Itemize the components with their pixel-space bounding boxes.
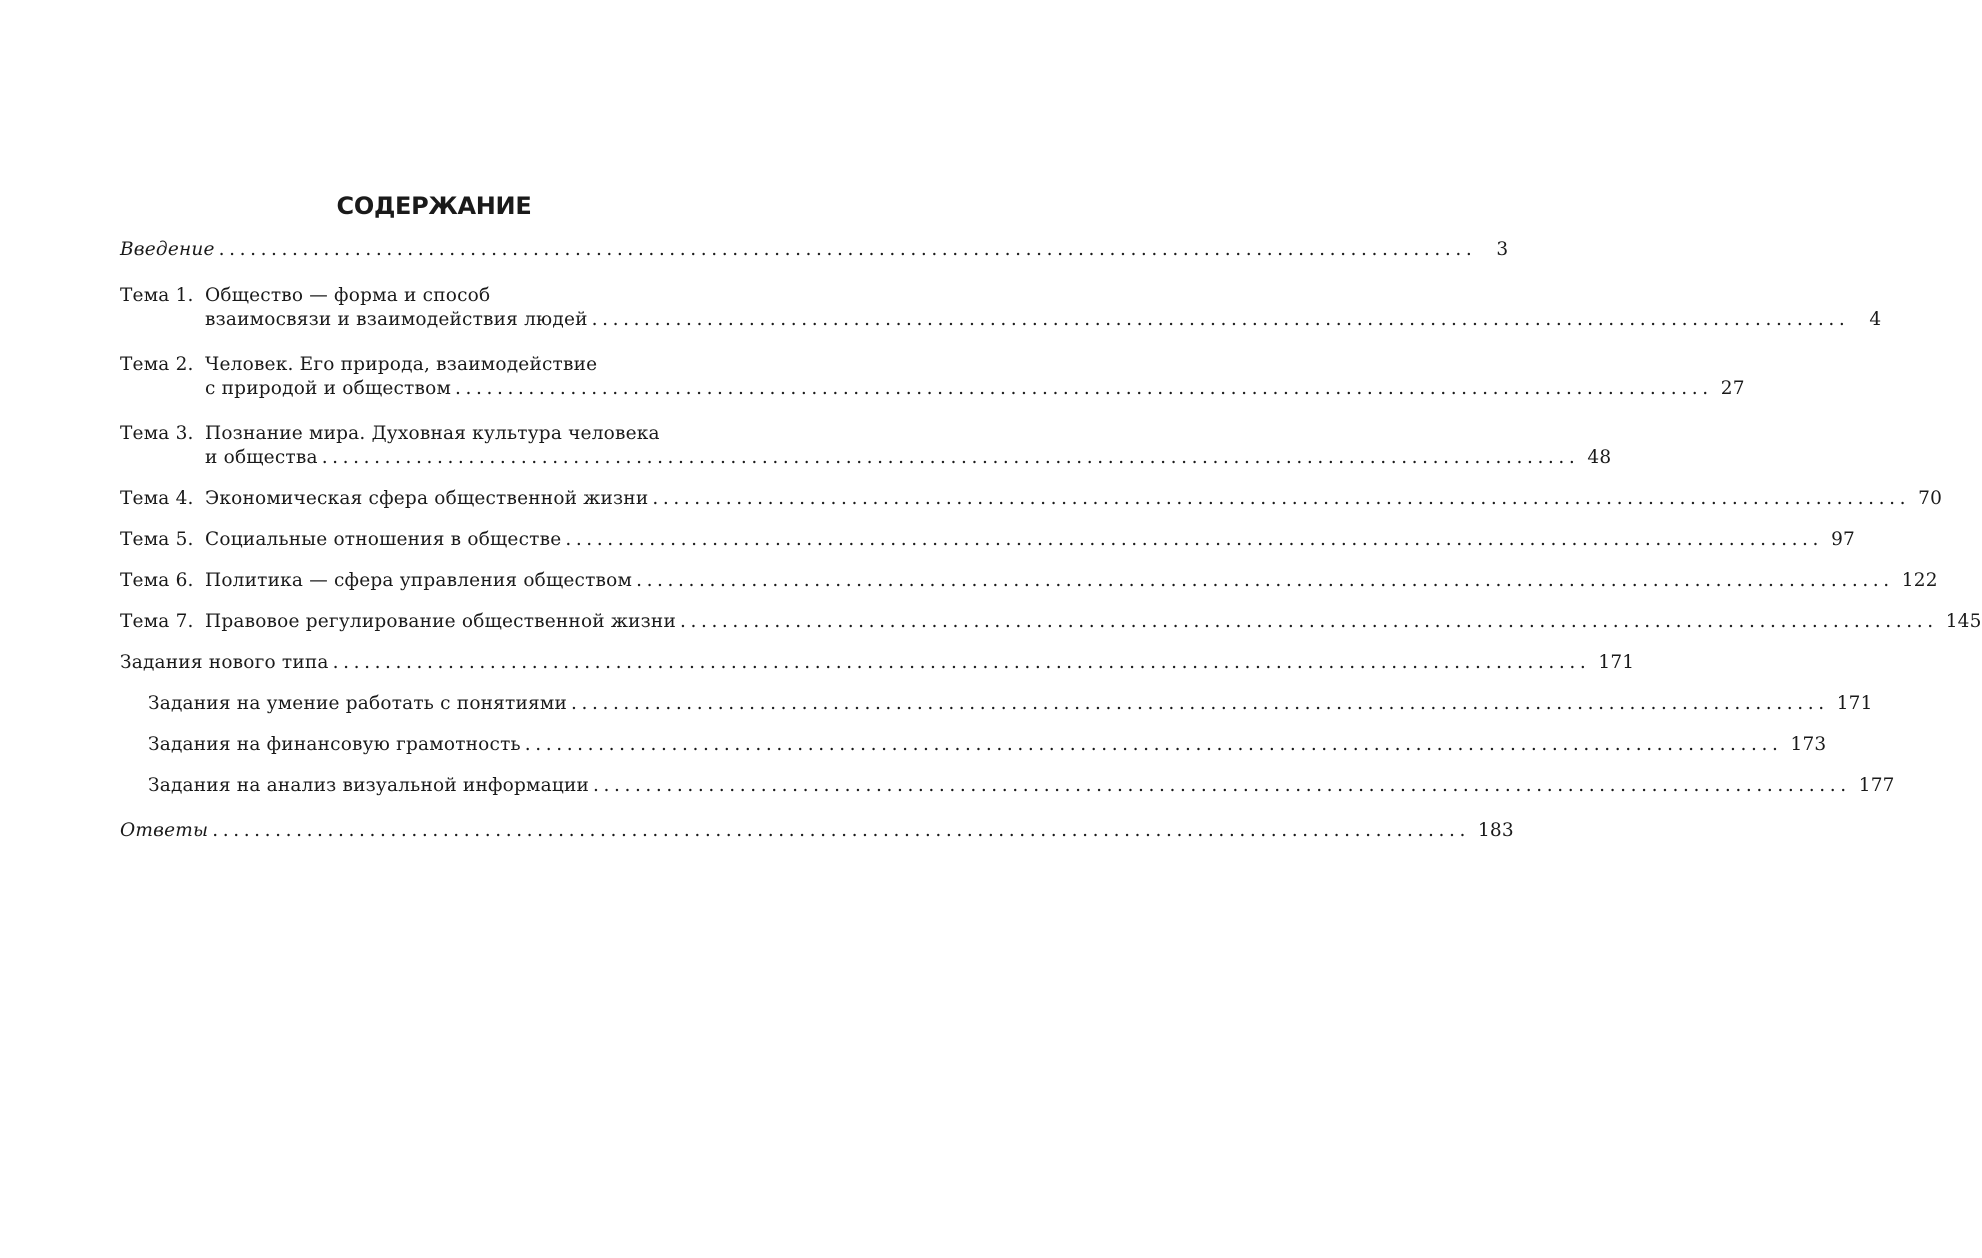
toc-entry-label: Задания на анализ визуальной информации	[148, 775, 590, 796]
toc-entry-label: Ответы	[120, 820, 209, 841]
toc-entry-label: Задания на умение работать с понятиями	[148, 693, 568, 714]
topic-number: Тема 4.	[120, 488, 194, 509]
toc-page-number: 145	[1945, 611, 1982, 632]
topic-number: Тема 3.	[120, 423, 194, 444]
topic-number: Тема 1.	[120, 285, 194, 306]
topic-title: Правовое регулирование общественной жизни	[205, 611, 676, 632]
toc-page-number: 183	[1477, 820, 1514, 841]
toc-entry-topic-5[interactable]	[120, 528, 1856, 552]
toc-subentry-financial-literacy[interactable]	[120, 733, 1827, 757]
toc-subentry-concepts[interactable]	[120, 692, 1873, 716]
topic-title-line-2: с природой и обществом	[205, 378, 452, 399]
topic-title-line-2: взаимосвязи и взаимодействия людей	[205, 309, 588, 330]
topic-number: Тема 5.	[120, 529, 194, 550]
table-of-contents	[120, 192, 1982, 843]
toc-page-number: 171	[1836, 693, 1873, 714]
toc-page-number: 70	[1918, 488, 1943, 509]
topic-title: Социальные отношения в обществе	[205, 529, 562, 550]
toc-leader-dots: ........................................................................................................................	[212, 820, 1470, 841]
toc-page-number: 27	[1720, 378, 1745, 399]
toc-entry-topic-7[interactable]	[120, 610, 1982, 634]
toc-entries	[120, 238, 1982, 843]
toc-entry-label: Задания на финансовую грамотность	[148, 734, 521, 755]
topic-title-line-2: и общества	[205, 447, 318, 468]
topic-title: Экономическая сфера общественной жизни	[205, 488, 649, 509]
topic-title-line-1: Человек. Его природа, взаимодействие	[205, 354, 598, 375]
toc-entry-topic-4[interactable]	[120, 487, 1943, 511]
toc-page-number: 122	[1901, 570, 1938, 591]
topic-title-line-1: Общество — форма и способ	[205, 285, 491, 306]
toc-entry-new-tasks[interactable]	[120, 651, 1635, 675]
topic-title-line-1: Познание мира. Духовная культура человека	[205, 423, 660, 444]
toc-leader-dots: ........................................................................................................................	[652, 488, 1911, 509]
toc-entry-topic-1[interactable]	[120, 284, 1882, 332]
topic-title: Политика — сфера управления обществом	[205, 570, 633, 591]
toc-page-number: 48	[1587, 447, 1612, 468]
toc-entry-intro[interactable]	[120, 238, 1509, 262]
toc-page-number: 3	[1496, 239, 1509, 260]
toc-page-number: 4	[1869, 309, 1882, 330]
toc-page-number: 177	[1858, 775, 1895, 796]
toc-leader-dots: ........................................................................................................................	[332, 652, 1591, 673]
toc-leader-dots: ........................................................................................................................	[680, 611, 1938, 632]
toc-page-number: 173	[1790, 734, 1827, 755]
toc-entry-label: Задания нового типа	[120, 652, 329, 673]
topic-number: Тема 2.	[120, 354, 194, 375]
toc-leader-dots: ........................................................................................................................	[571, 693, 1829, 714]
toc-entry-topic-2[interactable]	[120, 353, 1745, 401]
toc-page-number: 97	[1831, 529, 1856, 550]
toc-entry-topic-6[interactable]	[120, 569, 1938, 593]
toc-leader-dots: ........................................................................................................................	[565, 529, 1824, 550]
toc-leader-dots: ........................................................................................................................	[321, 447, 1580, 468]
toc-page-number: 171	[1598, 652, 1635, 673]
toc-leader-dots: ........................................................................................................................	[524, 734, 1783, 755]
topic-number: Тема 7.	[120, 611, 194, 632]
toc-entry-label: Введение	[120, 239, 215, 260]
toc-leader-dots: ........................................................................................................................	[593, 775, 1851, 796]
toc-leader-dots: ........................................................................................................................	[455, 378, 1713, 399]
toc-leader-dots: ........................................................................................................................	[218, 239, 1477, 260]
toc-entry-answers[interactable]	[120, 819, 1514, 843]
toc-heading: СОДЕРЖАНИЕ	[336, 192, 532, 220]
toc-leader-dots: ........................................................................................................................	[591, 309, 1850, 330]
toc-leader-dots: ........................................................................................................................	[636, 570, 1894, 591]
toc-subentry-visual-info[interactable]	[120, 774, 1895, 798]
toc-entry-topic-3[interactable]	[120, 422, 1612, 470]
topic-number: Тема 6.	[120, 570, 194, 591]
